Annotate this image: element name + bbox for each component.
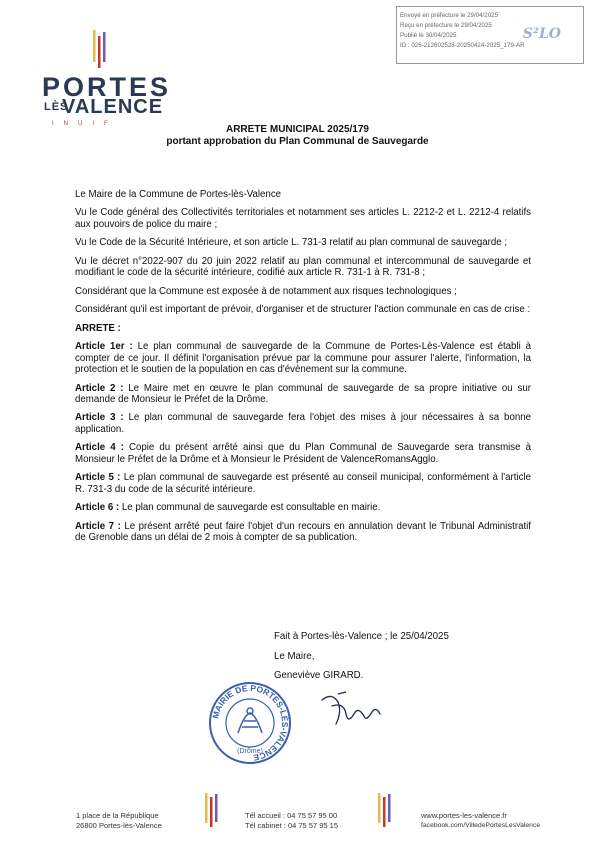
logo-les: LÈS [44,101,69,113]
handwritten-signature-icon [318,690,390,730]
signature-place-date: Fait à Portes-lès-Valence ; le 25/04/2025 [274,631,449,642]
article-5: Article 5 : Le plan communal de sauvegarde est présenté au conseil municipal, conformément à l'article R. 731-3 du code de la sécurité intérieure. [75,472,531,496]
preamble-cgct: Vu le Code général des Collectivités territoriales et notamment ses articles L. 2212-2 et L. 2212-4 relatifs aux pouvoirs de police du maire ; [75,207,531,230]
signature-name: Geneviève GIRARD. [274,670,364,681]
preamble-crisis: Considérant qu'il est important de prévoir, d'organiser et de structurer l'action communale en cas de crise : [75,304,531,316]
footer-facebook-link[interactable]: facebook.com/VilledePortesLesValence [421,822,541,829]
document-title: ARRETE MUNICIPAL 2025/179 [225,124,369,135]
prefecture-stamp [396,6,584,64]
footer-address-2: 26800 Portes-lès-Valence [76,821,162,830]
logo-portes: PORTES [42,72,172,102]
article-3: Article 3 : Le plan communal de sauvegarde fera l'objet des mises à jour nécessaires à sa bonne application. [75,412,531,436]
stamp-line-published: Publié le 30/04/2025 [400,32,457,39]
stamp-line-received: Reçu en préfecture le 29/04/2025 [400,22,492,29]
footer-website-link[interactable]: www.portes-les-valence.fr [421,811,507,820]
logo-tagline: INUIF [52,121,118,127]
arrete-label: ARRETE : [75,322,121,334]
footer-address-1: 1 place de la République [76,811,159,820]
stamp-line-sent: Envoyé en préfecture le 29/04/2025 [400,12,499,19]
slo-logo: S²LO [522,26,561,42]
document-subtitle: portant approbation du Plan Communal de Sauvegarde [166,136,429,147]
logo-valence: VALENCE [62,96,164,118]
footer-bars-right-icon [378,793,392,829]
footer-bars-left-icon [205,793,219,829]
article-2: Article 2 : Le Maire met en œuvre le plan communal de sauvegarde de sa propre initiative ou sur demande de Monsieur le Préfet de la Drôme. [75,382,531,406]
mairie-seal-icon [208,681,292,765]
stamp-line-id: ID : 026-212602528-20250424-2025_179-AR [400,42,525,49]
document-body [75,189,531,551]
footer-tel-accueil: Tél accueil : 04 75 57 95 00 [245,811,338,820]
svg-text:MAIRIE DE PORTES-LÈS-VALENCE: MAIRIE DE PORTES-LÈS-VALENCE [210,682,291,763]
footer-tel-cabinet: Tél cabinet : 04 75 57 95 15 [245,821,338,830]
preamble-decree: Vu le décret n°2022-907 du 20 juin 2022 relatif au plan communal et intercommunal de sauvegarde et modifiant le code de la sécurité intérieure, codifié aux article R. 731-1 à R. 731-8 ; [75,255,531,279]
preamble-mayor: Le Maire de la Commune de Portes-lès-Valence [75,189,282,200]
article-4: Article 4 : Copie du présent arrêté ainsi que du Plan Communal de Sauvegarde sera transmise à Monsieur le Préfet de la Drôme et à Monsieur le Président de ValenceRomansAgglo. [75,442,531,466]
svg-text:(Drôme): (Drôme) [237,748,263,755]
logo-bars-icon [93,30,107,70]
preamble-csi: Vu le Code de la Sécurité Intérieure, et son article L. 731-3 relatif au plan communal de sauvegarde ; [75,237,508,249]
signature-role: Le Maire, [274,651,315,662]
article-7: Article 7 : Le présent arrêté peut faire l'objet d'un recours en annulation devant le Tribunal Administratif de Grenoble dans un délai de 2 mois à compter de sa publication. [75,520,531,544]
article-1: Article 1er : Le plan communal de sauvegarde de la Commune de Portes-Lès-Valence est établi à compter de ce jour. Il définit l'organisation prévue par la commune pour assurer l'alerte, l'information, la protection et le soutien de la population en cas d'évènement sur la commune. [75,340,531,376]
preamble-risks: Considérant que la Commune est exposée à de notamment aux risques technologiques ; [75,285,457,297]
article-6: Article 6 : Le plan communal de sauvegarde est consultable en mairie. [75,502,381,514]
